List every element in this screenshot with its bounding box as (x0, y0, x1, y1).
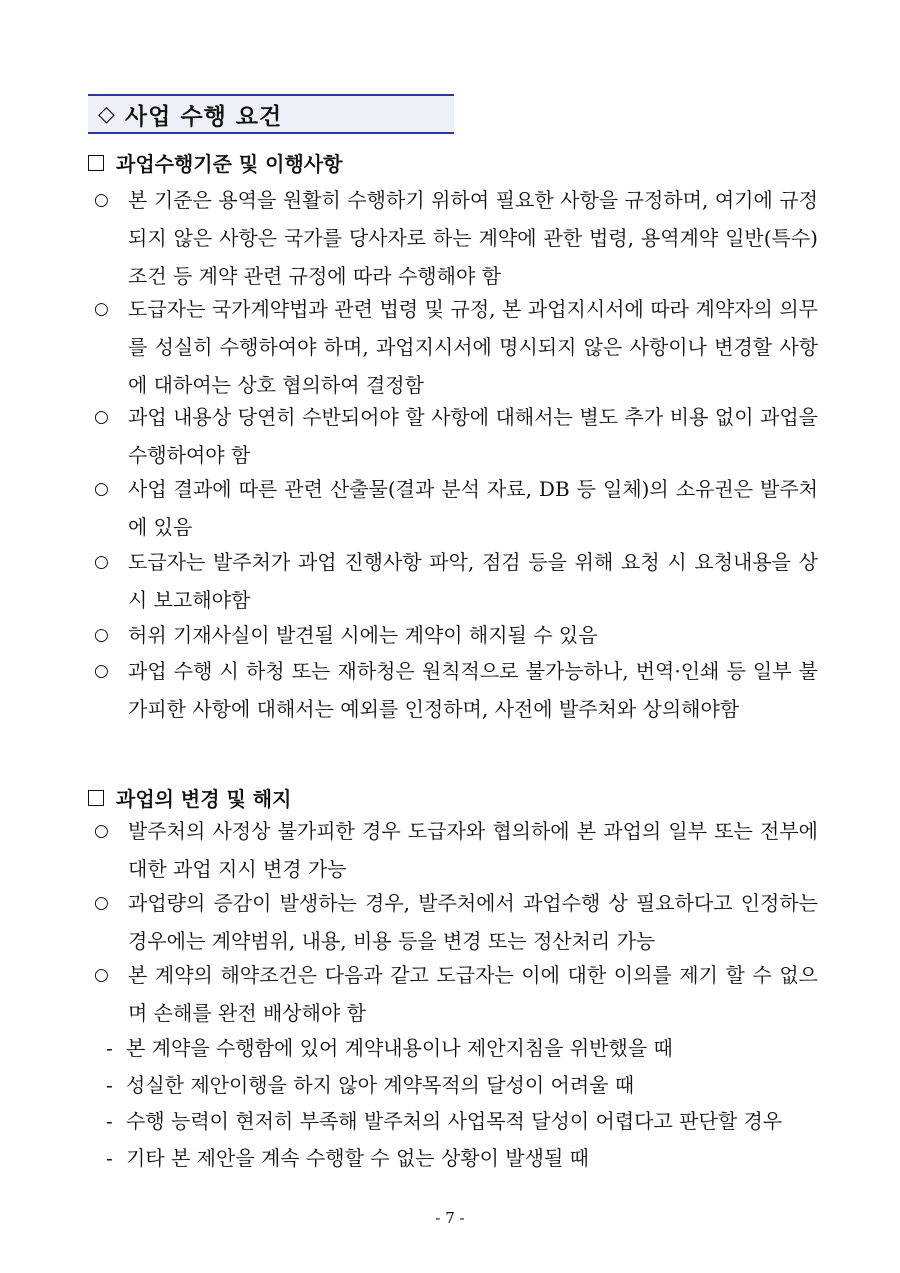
sub-list-item (106, 1139, 818, 1177)
diamond-icon: ◇ (98, 101, 115, 127)
sub-list-item (106, 1029, 818, 1067)
sub-list-item (106, 1102, 818, 1140)
list-item (94, 616, 818, 654)
section-heading-text: 과업수행기준 및 이행사항 (116, 152, 343, 176)
dash-bullet: - (106, 1073, 113, 1097)
sub-list-item-text: 성실한 제안이행을 하지 않아 계약목적의 달성이 어려울 때 (126, 1073, 635, 1097)
list-item (94, 812, 818, 888)
circle-bullet-icon: ○ (94, 407, 109, 427)
list-item-text: 본 기준은 용역을 원활히 수행하기 위하여 필요한 사항을 규정하며, 여기에 규정되지 않은 사항은 국가를 당사자로 하는 계약에 관한 법령, 용역계약 일반(특수)조건 등 계약 관련 규정에 따라 수행해야 함 (128, 188, 818, 288)
dash-bullet: - (106, 1109, 113, 1133)
list-item-text: 발주처의 사정상 불가피한 경우 도급자와 협의하에 본 과업의 일부 또는 전부에 대한 과업 지시 변경 가능 (128, 819, 818, 881)
list-item (94, 470, 818, 546)
list-item (94, 290, 818, 404)
circle-bullet-icon: ○ (94, 190, 109, 210)
circle-bullet-icon: ○ (94, 965, 109, 985)
section-heading-1 (88, 148, 342, 177)
circle-bullet-icon: ○ (94, 299, 109, 319)
list-item (94, 398, 818, 474)
circle-bullet-icon: ○ (94, 479, 109, 499)
list-item-text: 사업 결과에 따른 관련 산출물(결과 분석 자료, DB 등 일체)의 소유권은 발주처에 있음 (128, 477, 819, 539)
section-heading-2 (88, 783, 291, 812)
list-item-text: 허위 기재사실이 발견될 시에는 계약이 해지될 수 있음 (128, 623, 598, 647)
list-item (94, 652, 818, 728)
circle-bullet-icon: ○ (94, 552, 109, 572)
circle-bullet-icon: ○ (94, 893, 109, 913)
sub-list-item (106, 1066, 818, 1104)
dash-bullet: - (106, 1146, 113, 1170)
list-item (94, 181, 818, 295)
list-item-text: 과업량의 증감이 발생하는 경우, 발주처에서 과업수행 상 필요하다고 인정하는 경우에는 계약범위, 내용, 비용 등을 변경 또는 정산처리 가능 (128, 891, 818, 953)
circle-bullet-icon: ○ (94, 821, 109, 841)
list-item (94, 543, 818, 619)
list-item-text: 과업 수행 시 하청 또는 재하청은 원칙적으로 불가능하나, 번역·인쇄 등 일부 불가피한 사항에 대해서는 예외를 인정하며, 사전에 발주처와 상의해야함 (128, 659, 818, 721)
checkbox-icon (88, 155, 104, 171)
list-item-text: 도급자는 국가계약법과 관련 법령 및 규정, 본 과업지시서에 따라 계약자의 의무를 성실히 수행하여야 하며, 과업지시서에 명시되지 않은 사항이나 변경할 사항에 대하여는 상호 협의하여 결정함 (128, 297, 818, 397)
list-item (94, 956, 818, 1032)
checkbox-icon (88, 790, 104, 806)
sub-list-item-text: 수행 능력이 현저히 부족해 발주처의 사업목적 달성이 어렵다고 판단할 경우 (126, 1109, 783, 1133)
circle-bullet-icon: ○ (94, 625, 109, 645)
section-title-box (88, 94, 454, 134)
section-heading-text: 과업의 변경 및 해지 (116, 787, 292, 811)
page-number: - 7 - (435, 1209, 465, 1227)
sub-list-item-text: 본 계약을 수행함에 있어 계약내용이나 제안지침을 위반했을 때 (126, 1036, 673, 1060)
section-title: 사업 수행 요건 (124, 103, 283, 130)
list-item (94, 884, 818, 960)
list-item-text: 과업 내용상 당연히 수반되어야 할 사항에 대해서는 별도 추가 비용 없이 과업을 수행하여야 함 (128, 405, 818, 467)
list-item-text: 본 계약의 해약조건은 다음과 같고 도급자는 이에 대한 이의를 제기 할 수 없으며 손해를 완전 배상해야 함 (128, 963, 818, 1025)
dash-bullet: - (106, 1036, 113, 1060)
circle-bullet-icon: ○ (94, 661, 109, 681)
list-item-text: 도급자는 발주처가 과업 진행사항 파악, 점검 등을 위해 요청 시 요청내용을 상시 보고해야함 (128, 550, 818, 612)
sub-list-item-text: 기타 본 제안을 계속 수행할 수 없는 상황이 발생될 때 (126, 1146, 589, 1170)
